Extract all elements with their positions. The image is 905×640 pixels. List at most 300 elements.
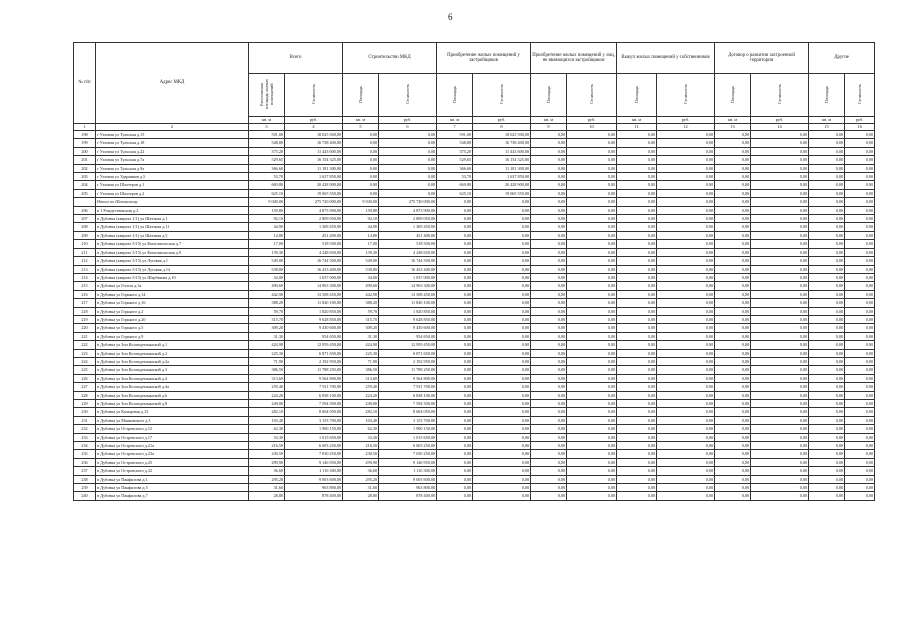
- cost-cell: 0,00: [657, 366, 715, 374]
- area-cell: 0,00: [531, 307, 567, 315]
- cost-cell: 0,00: [567, 332, 617, 340]
- table-row: [74, 484, 875, 492]
- row-number: 206: [74, 206, 96, 214]
- cost-cell: 0,00: [379, 181, 437, 189]
- unit-cost: руб.: [845, 117, 875, 124]
- area-cell: 0,00: [715, 231, 751, 239]
- cost-cell: 0,00: [567, 206, 617, 214]
- cost-cell: 0,00: [473, 265, 531, 273]
- area-cell: 0,00: [715, 265, 751, 273]
- area-cell: 0,00: [531, 299, 567, 307]
- cost-cell: 0,00: [751, 391, 809, 399]
- column-index-cell: 16: [845, 124, 875, 131]
- cost-cell: 1 116 300,00: [379, 467, 437, 475]
- area-cell: 549,00: [343, 257, 379, 265]
- area-cell: 0,00: [617, 408, 657, 416]
- area-cell: 0,00: [437, 198, 473, 206]
- cost-cell: 11 443 600,00: [285, 147, 343, 155]
- cost-cell: 0,00: [473, 282, 531, 290]
- cost-cell: 1 369 450,00: [379, 223, 437, 231]
- row-address: п Дубовка ул Зои Космодемьянской д.3: [96, 366, 249, 374]
- area-cell: 53,70: [249, 173, 285, 181]
- area-cell: 538,80: [249, 265, 285, 273]
- area-cell: 0,00: [531, 189, 567, 197]
- area-cell: 0,00: [715, 450, 751, 458]
- cost-cell: 0,00: [657, 139, 715, 147]
- cost-cell: 1 037 000,00: [285, 273, 343, 281]
- cost-cell: 0,00: [473, 492, 531, 500]
- area-cell: 0,00: [617, 349, 657, 357]
- cost-cell: 0,00: [567, 433, 617, 441]
- area-cell: 548,80: [437, 139, 473, 147]
- cost-cell: 0,00: [657, 156, 715, 164]
- cost-cell: 0,00: [567, 248, 617, 256]
- row-number: 230: [74, 408, 96, 416]
- cost-cell: 16 433 400,00: [379, 265, 437, 273]
- cost-cell: 0,00: [845, 400, 875, 408]
- row-number: 224: [74, 357, 96, 365]
- subheader-area: Расселяемая площадь жилых помещений: [249, 74, 285, 117]
- area-cell: 0,00: [715, 282, 751, 290]
- area-cell: 0,00: [437, 273, 473, 281]
- cost-cell: 0,00: [657, 164, 715, 172]
- cost-cell: 0,00: [751, 265, 809, 273]
- cost-cell: 0,00: [473, 366, 531, 374]
- area-cell: 230,50: [343, 450, 379, 458]
- area-cell: 71,90: [249, 357, 285, 365]
- column-index-cell: 7: [437, 124, 473, 131]
- cost-cell: 0,00: [567, 131, 617, 139]
- row-number: 227: [74, 383, 96, 391]
- cost-cell: 0,00: [845, 231, 875, 239]
- cost-cell: 0,00: [751, 484, 809, 492]
- subheader-area: Площадь: [715, 74, 751, 117]
- subheader-area: Площадь: [437, 74, 473, 117]
- cost-cell: 0,00: [845, 147, 875, 155]
- area-cell: 591,00: [437, 131, 473, 139]
- area-cell: 0,00: [343, 131, 379, 139]
- cost-cell: 6 838 100,00: [379, 391, 437, 399]
- area-cell: 71,90: [343, 357, 379, 365]
- area-cell: 529,65: [249, 156, 285, 164]
- cost-cell: 0,00: [751, 198, 809, 206]
- area-cell: 0,00: [531, 374, 567, 382]
- cost-cell: 20 428 900,00: [473, 181, 531, 189]
- cost-cell: 0,00: [473, 257, 531, 265]
- row-address: п Дубовка ул Зои Космодемьянской д.1: [96, 341, 249, 349]
- cost-cell: 0,00: [751, 408, 809, 416]
- area-cell: 31,60: [343, 484, 379, 492]
- cost-cell: 0,00: [567, 416, 617, 424]
- row-number: 203: [74, 173, 96, 181]
- area-cell: 0,00: [531, 458, 567, 466]
- area-cell: 0,00: [809, 442, 845, 450]
- cost-cell: 0,00: [567, 383, 617, 391]
- cost-cell: 0,00: [845, 131, 875, 139]
- area-cell: 62,30: [249, 425, 285, 433]
- area-cell: 0,00: [715, 341, 751, 349]
- cost-cell: 0,00: [845, 290, 875, 298]
- cost-cell: 0,00: [473, 467, 531, 475]
- table-row: [74, 299, 875, 307]
- area-cell: 0,00: [617, 215, 657, 223]
- row-number: 200: [74, 147, 96, 155]
- column-index-cell: 5: [343, 124, 379, 131]
- area-cell: 139,30: [343, 248, 379, 256]
- cost-cell: 0,00: [567, 400, 617, 408]
- area-cell: 386,50: [249, 366, 285, 374]
- area-cell: 0,00: [617, 400, 657, 408]
- area-cell: 249,00: [343, 400, 379, 408]
- row-number: 202: [74, 164, 96, 172]
- cost-cell: 9 564 800,00: [285, 374, 343, 382]
- area-cell: 0,00: [809, 248, 845, 256]
- area-cell: 0,00: [437, 315, 473, 323]
- row-number: 236: [74, 458, 96, 466]
- cost-cell: 0,00: [845, 315, 875, 323]
- area-cell: 591,00: [249, 131, 285, 139]
- area-cell: 0,00: [617, 282, 657, 290]
- table-row: [74, 324, 875, 332]
- row-number: 239: [74, 484, 96, 492]
- area-cell: 0,00: [437, 215, 473, 223]
- column-index-cell: 6: [379, 124, 437, 131]
- area-cell: 0,00: [437, 450, 473, 458]
- cost-cell: 0,00: [845, 206, 875, 214]
- row-number: 233: [74, 433, 96, 441]
- cost-cell: 0,00: [567, 349, 617, 357]
- area-cell: 0,00: [617, 425, 657, 433]
- area-cell: 0,00: [809, 257, 845, 265]
- area-cell: 309,20: [343, 324, 379, 332]
- area-cell: 0,00: [437, 282, 473, 290]
- table-row: [74, 240, 875, 248]
- area-cell: 0,00: [437, 442, 473, 450]
- row-number: 211: [74, 248, 96, 256]
- cost-cell: 0,00: [473, 198, 531, 206]
- area-cell: 0,00: [531, 332, 567, 340]
- area-cell: 0,00: [437, 433, 473, 441]
- area-cell: 0,00: [437, 206, 473, 214]
- area-cell: 28,80: [249, 492, 285, 500]
- cost-cell: 0,00: [751, 147, 809, 155]
- row-address: п Дубовка ул Горького д.9: [96, 332, 249, 340]
- area-cell: 0,00: [809, 450, 845, 458]
- area-cell: 0,00: [617, 223, 657, 231]
- cost-cell: 11 840 100,00: [379, 299, 437, 307]
- cost-cell: 0,00: [751, 492, 809, 500]
- area-cell: 0,00: [437, 349, 473, 357]
- cost-cell: 0,00: [567, 139, 617, 147]
- cost-cell: 9 430 600,00: [285, 324, 343, 332]
- cost-cell: 0,00: [751, 383, 809, 391]
- cost-cell: 0,00: [751, 475, 809, 483]
- area-cell: 0,00: [617, 257, 657, 265]
- row-number: [74, 198, 96, 206]
- area-cell: 0,00: [809, 341, 845, 349]
- area-cell: 0,00: [531, 181, 567, 189]
- area-cell: 0,00: [531, 450, 567, 458]
- row-number: 212: [74, 257, 96, 265]
- cost-cell: 0,00: [845, 198, 875, 206]
- unit-area: кв. м: [531, 117, 567, 124]
- cost-cell: 0,00: [751, 257, 809, 265]
- cost-cell: 0,00: [845, 189, 875, 197]
- cost-cell: 9 146 950,00: [285, 458, 343, 466]
- column-index-cell: 12: [657, 124, 715, 131]
- area-cell: 0,00: [617, 206, 657, 214]
- cost-cell: 0,00: [379, 189, 437, 197]
- area-cell: 0,00: [437, 467, 473, 475]
- area-cell: 0,00: [715, 383, 751, 391]
- area-cell: 375,20: [437, 147, 473, 155]
- cost-cell: 7 911 700,00: [285, 383, 343, 391]
- subheader-area: Площадь: [809, 74, 845, 117]
- cost-cell: 0,00: [567, 147, 617, 155]
- cost-cell: 0,00: [567, 475, 617, 483]
- area-cell: 0,00: [715, 173, 751, 181]
- unit-area: кв. м: [809, 117, 845, 124]
- area-cell: 0,00: [437, 248, 473, 256]
- table-row: [74, 189, 875, 197]
- cost-cell: 0,00: [567, 290, 617, 298]
- cost-cell: 0,00: [473, 315, 531, 323]
- area-cell: 0,00: [715, 223, 751, 231]
- area-cell: 0,00: [715, 467, 751, 475]
- cost-cell: 0,00: [751, 248, 809, 256]
- cost-cell: 0,00: [473, 458, 531, 466]
- table-row: [74, 147, 875, 155]
- table-row: [74, 223, 875, 231]
- row-number: 201: [74, 156, 96, 164]
- table-row: [74, 131, 875, 139]
- cost-cell: 3 153 700,00: [379, 416, 437, 424]
- area-cell: 0,00: [617, 147, 657, 155]
- cost-cell: 4 248 650,00: [285, 248, 343, 256]
- area-cell: 0,00: [437, 416, 473, 424]
- area-cell: 59,70: [343, 307, 379, 315]
- area-cell: 17,00: [343, 240, 379, 248]
- table-row: [74, 332, 875, 340]
- table-row: [74, 273, 875, 281]
- cost-cell: 0,00: [567, 408, 617, 416]
- area-cell: 0,00: [531, 257, 567, 265]
- table-row: [74, 265, 875, 273]
- area-cell: 17,00: [249, 240, 285, 248]
- cost-cell: 0,00: [751, 307, 809, 315]
- cost-cell: 0,00: [845, 248, 875, 256]
- row-address: п Дубовка ул Горького д.2: [96, 307, 249, 315]
- area-cell: 0,00: [809, 332, 845, 340]
- cost-cell: 0,00: [379, 139, 437, 147]
- row-address: п Дубовка ул Горького д.16: [96, 299, 249, 307]
- cost-cell: 0,00: [473, 475, 531, 483]
- col-address-header: Адрес МКД: [96, 43, 249, 124]
- cost-cell: 0,00: [473, 341, 531, 349]
- table-row: [74, 492, 875, 500]
- area-cell: 0,00: [531, 198, 567, 206]
- column-index-row: [74, 124, 875, 131]
- area-cell: 0,00: [715, 374, 751, 382]
- area-cell: 313,60: [343, 374, 379, 382]
- area-cell: 0,00: [809, 475, 845, 483]
- cost-cell: 0,00: [473, 290, 531, 298]
- area-cell: 0,00: [531, 223, 567, 231]
- cost-cell: 13 508 450,00: [285, 290, 343, 298]
- area-cell: 0,00: [809, 164, 845, 172]
- row-number: 229: [74, 400, 96, 408]
- cost-cell: 0,00: [845, 366, 875, 374]
- column-index-cell: 2: [96, 124, 249, 131]
- area-cell: 0,00: [809, 290, 845, 298]
- area-cell: 0,00: [531, 492, 567, 500]
- cost-cell: 6 871 650,00: [379, 349, 437, 357]
- table-row: [74, 206, 875, 214]
- subheader-cost: Стоимость: [379, 74, 437, 117]
- area-cell: 0,00: [617, 131, 657, 139]
- area-cell: 0,00: [809, 366, 845, 374]
- cost-cell: 0,00: [379, 156, 437, 164]
- row-number: 225: [74, 366, 96, 374]
- table-row: [74, 307, 875, 315]
- cost-cell: 1 820 850,00: [379, 307, 437, 315]
- cost-cell: 16 154 325,00: [285, 156, 343, 164]
- cost-cell: 0,00: [567, 198, 617, 206]
- cost-cell: 0,00: [751, 315, 809, 323]
- cost-cell: 0,00: [567, 189, 617, 197]
- cost-cell: 0,00: [473, 349, 531, 357]
- cost-cell: 0,00: [567, 164, 617, 172]
- cost-cell: 0,00: [845, 282, 875, 290]
- row-address: п Дубовка ул Кольцевая д.13: [96, 408, 249, 416]
- cost-cell: 0,00: [751, 282, 809, 290]
- cost-cell: 0,00: [473, 248, 531, 256]
- table-row: [74, 383, 875, 391]
- area-cell: 625,10: [249, 189, 285, 197]
- row-number: 235: [74, 450, 96, 458]
- area-cell: 0,00: [617, 450, 657, 458]
- area-cell: 0,00: [617, 484, 657, 492]
- area-cell: 34,00: [249, 273, 285, 281]
- area-cell: 0,00: [715, 357, 751, 365]
- area-cell: 0,00: [531, 273, 567, 281]
- cost-cell: 0,00: [751, 400, 809, 408]
- cost-cell: 1 015 650,00: [379, 433, 437, 441]
- area-cell: 0,00: [715, 442, 751, 450]
- area-cell: 0,00: [715, 408, 751, 416]
- area-cell: 0,00: [343, 189, 379, 197]
- cost-cell: 9 146 950,00: [379, 458, 437, 466]
- area-cell: 0,00: [531, 164, 567, 172]
- area-cell: 0,00: [437, 492, 473, 500]
- area-cell: 0,00: [617, 248, 657, 256]
- row-address: п Дубовка ул Островского д.21а: [96, 442, 249, 450]
- area-cell: 0,00: [715, 248, 751, 256]
- cost-cell: 0,00: [473, 416, 531, 424]
- row-number: 208: [74, 223, 96, 231]
- area-cell: 44,90: [249, 223, 285, 231]
- cost-cell: 0,00: [473, 223, 531, 231]
- cost-cell: 0,00: [657, 299, 715, 307]
- row-address: п Дубовка ул Маяковского д.3: [96, 416, 249, 424]
- unit-area: кв. м: [617, 117, 657, 124]
- area-cell: 103,40: [249, 416, 285, 424]
- cost-cell: 0,00: [379, 173, 437, 181]
- area-cell: 0,00: [617, 374, 657, 382]
- row-address: г Узловая ул Шахтеров д.2: [96, 189, 249, 197]
- cost-cell: 878 400,00: [285, 492, 343, 500]
- row-address: г Узловая ул Тульская д.15: [96, 131, 249, 139]
- area-cell: 0,00: [809, 206, 845, 214]
- area-cell: 0,00: [531, 131, 567, 139]
- group-header-developers: Приобретение жилых помещений у застройщиков: [437, 43, 531, 74]
- table-row: [74, 467, 875, 475]
- area-cell: 0,00: [531, 341, 567, 349]
- area-cell: 0,00: [715, 349, 751, 357]
- cost-cell: 0,00: [751, 366, 809, 374]
- cost-cell: 7 911 700,00: [379, 383, 437, 391]
- area-cell: 0,00: [809, 467, 845, 475]
- area-cell: 0,00: [809, 299, 845, 307]
- cost-cell: 451 400,00: [285, 231, 343, 239]
- area-cell: 388,20: [343, 299, 379, 307]
- cost-cell: 0,00: [845, 450, 875, 458]
- area-cell: 0,00: [437, 290, 473, 298]
- cost-cell: 0,00: [751, 299, 809, 307]
- area-cell: 0,00: [531, 357, 567, 365]
- area-cell: 249,00: [249, 400, 285, 408]
- group-header-row: [74, 43, 875, 74]
- column-index-cell: 10: [567, 124, 617, 131]
- cost-cell: 0,00: [845, 273, 875, 281]
- area-cell: 259,40: [343, 383, 379, 391]
- cost-cell: 0,00: [845, 391, 875, 399]
- cost-cell: 0,00: [845, 475, 875, 483]
- area-cell: 0,00: [343, 173, 379, 181]
- row-address: п Дубовка ул Островского д.17: [96, 433, 249, 441]
- cost-cell: 0,00: [657, 248, 715, 256]
- cost-cell: 0,00: [657, 425, 715, 433]
- cost-cell: 9 628 850,00: [379, 315, 437, 323]
- cost-cell: 0,00: [751, 215, 809, 223]
- area-cell: 0,00: [715, 425, 751, 433]
- area-cell: 0,00: [809, 198, 845, 206]
- unit-cost: руб.: [379, 117, 437, 124]
- area-cell: 0,00: [437, 475, 473, 483]
- area-cell: 442,90: [249, 290, 285, 298]
- cost-cell: 0,00: [845, 425, 875, 433]
- cost-cell: 13 508 450,00: [379, 290, 437, 298]
- area-cell: 92,10: [343, 215, 379, 223]
- group-header-non-developers: Приобретение жилых помещений у лиц, не являющихся застройщиком: [531, 43, 617, 74]
- cost-cell: 0,00: [657, 475, 715, 483]
- cost-cell: 0,00: [751, 433, 809, 441]
- cost-cell: 0,00: [845, 139, 875, 147]
- row-address: п Дубовка ул Зои Космодемьянской д.4: [96, 374, 249, 382]
- area-cell: 0,00: [715, 315, 751, 323]
- area-cell: 0,00: [437, 240, 473, 248]
- cost-cell: 0,00: [567, 257, 617, 265]
- area-cell: 0,00: [531, 391, 567, 399]
- area-cell: 224,20: [249, 391, 285, 399]
- cost-cell: 6 838 100,00: [285, 391, 343, 399]
- row-address: п Дубовка (квартал 1/1) ул Шахтная д.11: [96, 223, 249, 231]
- area-cell: 0,00: [531, 408, 567, 416]
- area-cell: 0,00: [437, 257, 473, 265]
- cost-cell: 0,00: [473, 450, 531, 458]
- area-cell: 299,90: [249, 458, 285, 466]
- area-cell: 103,40: [343, 416, 379, 424]
